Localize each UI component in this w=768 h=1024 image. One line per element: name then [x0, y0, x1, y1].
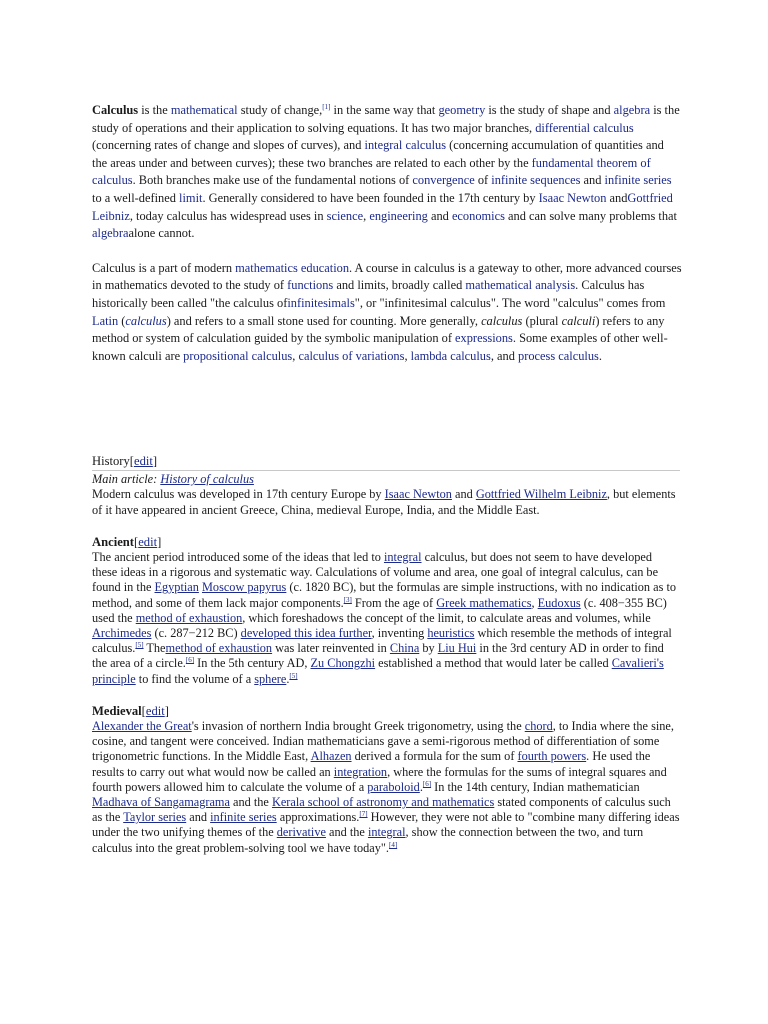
citation-ref[interactable]: [6] [422, 779, 432, 788]
text-run: Calculus is a part of modern [92, 260, 236, 275]
inline-link[interactable]: Greek mathematics [436, 595, 532, 610]
article-section [92, 454, 680, 873]
inline-link[interactable]: method of exhaustion [135, 610, 243, 625]
main-article-prefix: Main article: [92, 472, 161, 487]
citation-ref[interactable]: [1] [322, 103, 331, 111]
text-run: . Both branches make use of the fundamental notions of [132, 173, 413, 188]
history-section [92, 454, 680, 518]
text-run: study of change, [237, 103, 323, 117]
text-run: is the study of shape and [485, 103, 614, 117]
text-run: (concerning rates of change and slopes of curves), and [92, 138, 365, 153]
inline-link[interactable]: fourth powers [517, 749, 587, 764]
citation-ref[interactable]: [4] [389, 840, 398, 849]
inline-link[interactable]: Isaac Newton [384, 487, 452, 502]
inline-link[interactable]: calculus [125, 313, 167, 328]
citation-ref[interactable]: [5] [135, 641, 144, 650]
intro-paragraph-2 [92, 260, 682, 366]
text-run: (plural [522, 313, 562, 328]
bracket-open: [ [129, 454, 134, 468]
text-run: calculus [481, 313, 523, 328]
text-run: is the study of operations and their application to solving equations. It has two major branches, [92, 103, 680, 135]
inline-link[interactable]: convergence [412, 173, 475, 188]
inline-link[interactable]: integral [383, 550, 422, 565]
bracket-close: ] [157, 534, 162, 549]
medieval-edit-link[interactable]: edit [145, 703, 165, 718]
inline-link[interactable]: infinitesimals [287, 295, 355, 310]
bracket-open: [ [141, 703, 146, 718]
text-run: in the 3rd century AD in order to find the area of a circle. [92, 641, 664, 671]
inline-link[interactable]: Alexander the Great [92, 719, 192, 734]
history-paragraph [92, 487, 680, 517]
text-run: The ancient period introduced some of the ideas that led to [92, 550, 384, 565]
inline-link[interactable]: Cavalieri's principle [92, 656, 664, 686]
text-run: alone cannot. [128, 226, 195, 241]
text-run: From the age of [351, 595, 437, 610]
text-run: ", or "infinitesimal calculus". The word "calculus" comes from [354, 295, 666, 310]
text-run: and [427, 208, 452, 223]
inline-link[interactable]: derivative [276, 825, 326, 840]
citation-ref[interactable]: [3] [343, 595, 352, 604]
text-run: . He used the results to carry out what would now be called an [92, 749, 651, 779]
text-run: , [292, 348, 299, 363]
ancient-section [92, 535, 680, 687]
text-run: , but elements of it have appeared in ancient Greece, China, medieval Europe, India, and the Middle East. [92, 487, 676, 517]
ancient-edit-link[interactable]: edit [138, 534, 158, 549]
inline-link[interactable]: algebra [92, 226, 129, 241]
text-run: and limits, broadly called [333, 278, 466, 293]
main-article-note [92, 472, 680, 487]
inline-link[interactable]: Zu Chongzhi [310, 656, 376, 671]
text-run: to a well-defined [92, 190, 180, 205]
inline-link[interactable]: economics [451, 208, 505, 223]
inline-link[interactable]: lambda calculus [410, 348, 491, 363]
history-edit-link[interactable]: edit [133, 454, 153, 468]
main-article-link[interactable]: History of calculus [160, 472, 254, 487]
text-run: . Generally considered to have been founded in the 17th century by [202, 190, 539, 205]
inline-link[interactable]: functions [287, 278, 334, 293]
ancient-paragraph [92, 550, 680, 687]
medieval-heading [92, 704, 680, 719]
inline-link[interactable]: method of exhaustion [165, 641, 273, 656]
citation-ref[interactable]: [6] [185, 656, 195, 665]
inline-link[interactable]: chord [524, 719, 553, 734]
text-run: (c. 287−212 BC) [151, 626, 241, 641]
text-run: , inventing [371, 626, 428, 641]
text-run: , and [490, 348, 519, 363]
inline-link[interactable]: heuristics [427, 626, 475, 641]
text-run: calculi [561, 313, 596, 328]
text-run: to find the volume of a [135, 671, 255, 686]
text-run: ) refers to any method or system of calculation guided by the symbolic manipulation of [92, 313, 665, 346]
inline-link[interactable]: process calculus [518, 348, 599, 363]
intro-paragraph-1 [92, 102, 682, 243]
text-run: approximations. [276, 810, 360, 825]
inline-link[interactable]: infinite series [210, 810, 277, 825]
inline-link[interactable]: Gottfried Wilhelm Leibniz [475, 487, 607, 502]
inline-link[interactable]: Moscow papyrus [201, 580, 287, 595]
inline-link[interactable]: science [326, 208, 364, 223]
inline-link[interactable]: algebra [613, 103, 651, 117]
text-run: , [363, 208, 370, 223]
text-run: , [531, 595, 538, 610]
inline-link[interactable]: Eudoxus [537, 595, 581, 610]
text-run: ) and refers to a small stone used for counting. More generally, [166, 313, 482, 328]
text-run: ( [118, 313, 126, 328]
text-run: In the 14th century, Indian mathematician [431, 779, 640, 794]
text-run: (c. 1820 BC), but the formulas are simple instructions, with no indication as to method, and some of them lack major components. [92, 580, 677, 610]
inline-link[interactable]: engineering [369, 208, 428, 223]
inline-link[interactable]: Gottfried Leibniz [92, 190, 673, 223]
history-heading [92, 454, 680, 471]
text-run: by [419, 641, 438, 656]
inline-link[interactable]: mathematics education [235, 260, 350, 275]
ancient-heading [92, 535, 680, 550]
inline-link[interactable]: sphere [254, 671, 287, 686]
text-run: . [598, 348, 602, 363]
text-run: and [451, 487, 476, 502]
text-run: , which foreshadows the concept of the limit, to calculate areas and volumes, while [242, 610, 651, 625]
inline-link[interactable]: Taylor series [123, 810, 187, 825]
medieval-heading-text: Medieval [92, 703, 142, 718]
inline-link[interactable]: mathematical analysis [465, 278, 576, 293]
text-run: (concerning accumulation of quantities and the areas under and between curves); these two branches are related to each other by the [92, 138, 664, 170]
text-run: , show the connection between the two, and turn calculus into the great problem-solving tool we have today". [92, 825, 644, 855]
inline-link[interactable]: limit [179, 190, 203, 205]
inline-link[interactable]: Archimedes [92, 626, 152, 641]
inline-link[interactable]: infinite sequences [491, 173, 581, 188]
inline-link[interactable]: integral [367, 825, 406, 840]
text-run: . [419, 779, 423, 794]
text-run: However, they were not able to "combine many differing ideas under the two unifying themes of the [92, 810, 680, 840]
text-run: and [186, 810, 211, 825]
text-run: established a method that would later be called [375, 656, 612, 671]
text-run: and can solve many problems that [504, 208, 677, 223]
text-run: and the [229, 795, 272, 810]
text-run: In the 5th century AD, [194, 656, 311, 671]
intro-section [92, 102, 682, 382]
inline-link[interactable]: expressions [455, 331, 513, 346]
text-run: derived a formula for the sum of [351, 749, 518, 764]
citation-ref[interactable]: [5] [289, 671, 298, 680]
text-run: . Some examples of other well-known calculi are [92, 331, 668, 363]
text-run: stated components of calculus such as the [92, 795, 671, 825]
bracket-close: ] [152, 454, 158, 468]
inline-link[interactable]: Kerala school of astronomy and mathematics [271, 795, 495, 810]
inline-link[interactable]: Isaac Newton [538, 190, 607, 205]
text-run: which resemble the methods of integral calculus. [92, 626, 672, 656]
ancient-heading-text: Ancient [92, 534, 134, 549]
text-run: , [404, 348, 411, 363]
inline-link[interactable]: integral calculus [364, 138, 447, 153]
inline-link[interactable]: Egyptian [154, 580, 199, 595]
text-run: 's invasion of northern India brought Greek trigonometry, using the [191, 719, 525, 734]
history-heading-text: History [92, 454, 130, 468]
inline-link[interactable]: infinite series [604, 173, 672, 188]
inline-link[interactable]: integration [333, 764, 388, 779]
text-run: The [143, 641, 166, 656]
text-run: , where the formulas for the sums of integral squares and fourth powers allowed him to calculate the volume of a [92, 764, 667, 794]
inline-link[interactable]: Liu Hui [437, 641, 477, 656]
inline-link[interactable]: differential calculus [535, 120, 634, 135]
inline-link[interactable]: developed this idea further [240, 626, 372, 641]
medieval-section [92, 704, 680, 856]
text-run: . Calculus has historically been called "the calculus of [92, 278, 645, 310]
medieval-paragraph [92, 719, 680, 856]
text-run: and the [325, 825, 368, 840]
text-run: , to India where the sine, cosine, and tangent were conceived. Indian mathematicians gave a semi-rigorous method of differentiation of some trigonometric functions. In the Middle East, [92, 719, 674, 764]
inline-link[interactable]: China [389, 641, 420, 656]
text-run: was later reinvented in [272, 641, 390, 656]
bracket-close: ] [164, 703, 169, 718]
text-run: in the same way that [330, 103, 439, 117]
text-run: Calculus [92, 103, 139, 117]
bracket-open: [ [133, 534, 139, 549]
inline-link[interactable]: Madhava of Sangamagrama [92, 795, 230, 810]
text-run: calculus, but does not seem to have developed these ideas in a rigorous and systematic way. Calculations of volume and area, one goal of integral calculus, can be found in the [92, 550, 659, 595]
inline-link[interactable]: propositional calculus [183, 348, 293, 363]
text-run: and [606, 190, 628, 205]
text-run: , today calculus has widespread uses in [129, 208, 327, 223]
inline-link[interactable]: fundamental theorem of calculus [92, 155, 651, 188]
text-run: (c. 408−355 BC) used the [92, 595, 667, 625]
text-run: and [580, 173, 605, 188]
citation-ref[interactable]: [7] [359, 810, 368, 819]
inline-link[interactable]: mathematical [170, 103, 238, 117]
inline-link[interactable]: calculus of variations [298, 348, 405, 363]
text-run: Modern calculus was developed in 17th century Europe by [92, 487, 385, 502]
text-run: . [286, 671, 290, 686]
inline-link[interactable]: Alhazen [310, 749, 352, 764]
inline-link[interactable]: paraboloid [367, 779, 420, 794]
inline-link[interactable]: geometry [438, 103, 486, 117]
text-run: . A course in calculus is a gateway to other, more advanced courses in mathematics devoted to the study of [92, 260, 682, 293]
text-run: is the [138, 103, 171, 117]
text-run: of [474, 173, 492, 188]
inline-link[interactable]: Latin [92, 313, 119, 328]
